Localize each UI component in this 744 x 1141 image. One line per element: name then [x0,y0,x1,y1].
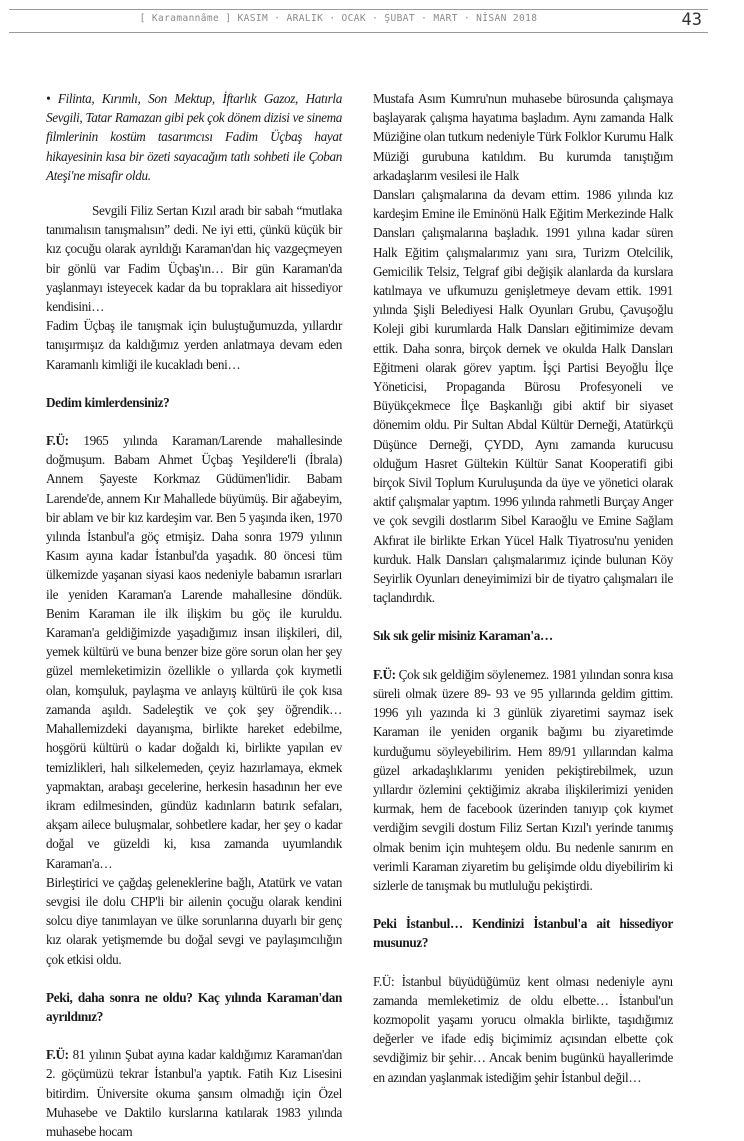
article-intro: • Filinta, Kırımlı, Son Mektup, İftarlık Gazoz, Hatırla Sevgili, Tatar Ramazan gibi pek çok dönem dizisi ve sinema filmlerinin kostüm tasarımcısı Fadim Üçbaş hayat hikayesinin kısa bir özeti sayacağım tatlı sohbeti ile Çoban Ateşi'ne misafir oldu. [46,91,342,183]
magazine-issue-title: [ Karamannâme ] KASIM · ARALIK · OCAK · ŞUBAT · MART · NİSAN 2018 [139,13,538,24]
speaker-label: F.Ü: [373,666,396,682]
answer-text: 1965 yılında Karaman/Larende mahallesinde doğmuşum. Babam Ahmet Üçbaş Yeşildere'li (İbrala) Annem Şayeste Korkmaz Güdümen'lidir. Babam Larende'de, annem Kır Mahallede büyümüş. Bir ağabeyim, bir ablam ve bir kız kardeşim var. Ben 5 yaşında iken, 1970 yılında İstanbul'a göç etmişiz. Daha sonra 1979 yılının Kasım ayına kadar İstanbul'da yaşadık. 80 öncesi tüm ülkemizde yaşanan siyasi kaos nedeniyle babamın ısrarları ile yeniden Karaman'a Larende mahallesine döndük. Benim Karaman ile ilk ilişkim bu göç ile kuruldu. Karaman'a geldiğimizde yaşadığımız insan ilişkileri, dil, yemek kültürü ve buna benzer bize göre sorun olan her şey güzel memleketimizin özellikle o yıllarda çok kıymetli olan, komşuluk, paylaşma ve anlayış kültürü ile çok kısa zamanda aşıldı. Sadeleştik ve çok şey öğrendik… Mahallemizdeki dayanışma, birlikte hareket edebilme, hoşgörü kültürü o kadar doğaldı ki, birlikte yapılan ev temizlikleri, halı silkelemeden, çeyiz hazırlamaya, ekmek yapmaktan, arabaşı gecelerine, herkesin hasadının her eve ikram edilmesinden, gündüz kadınların batırık sefaları, akşam ailece buluşmalar, sohbetlere kadar, her şey o kadar doğal ve güzeldi ki, kısa zamanda uyumlandık Karaman'a… [46,433,342,871]
paragraph: Dansları çalışmalarına da devam ettim. 1986 yılında kız kardeşim Emine ile Eminönü Halk Eğitim Merkezinde Halk Dansları çalışmalarına başladık. 1991 yılına kadar süren Halk Eğitim çalışmalarımız yanı sıra, Turizm Otelcilik, Gemicilik Telsiz, Telgraf gibi değişik alanlarda da kurslara katılmaya ve ufkumuzu genişletmeye devam ettik. 1991 yılında Şişli Belediyesi Halk Oyunları Grubu, Çavuşoğlu Koleji gibi kurumlarda Halk Dansları eğitimimize devam ettik. Daha sonra, birçok dernek ve okulda Halk Dansları Eğitmeni olarak görev yaptım. İşçi Partisi Beyoğlu İlçe Yöneticisi, Propaganda Bürosu Profesyoneli ve Büyükçekmece İlçe Başkanlığı gibi aktif bir siyaset dönemim oldu. Pir Sultan Abdal Kültür Derneği, Atatürkçü Düşünce Derneği, ÇYDD, Aynı zamanda kurucusu olduğum Hasret Gültekin Kültür Sanat Kooperatifi gibi birçok Sivil Toplum Kuruluşunda da üye ve yönetici olarak aktif çalışmalar yaptım. 1996 yılında rahmetli Burçay Anger ve çok sevgili dostlarım Sibel Karaoğlu ve Emine Sağlam Akfırat ile birlikte Erkan Yücel Halk Tiyatrosu'nu yeniden kurduk. Halk Dansları çalışmalarımız içinde bulunan Köy Seyirlik Oyunları deneyimimizi bir de tiyatro çalışmaları ile taçlandırdık. [373,187,673,606]
interview-question: Peki İstanbul… Kendinizi İstanbul'a ait hissediyor musunuz? [373,916,673,951]
page-header [9,9,708,33]
answer-text: İstanbul büyüdüğümüz kent olması nedeniyle aynı zamanda memleketimiz de oldu elbette… İstanbul'un kozmopolit yaşamı yorucu olmakla birlikte, taşıdığımız değerler ve ifade ediş biçimimiz açısından elbette çok sevdiğimiz bir şehir… Ancak benim bugünkü hayallerimde en azından yaşlanmak istediğim şehir İstanbul değil… [373,973,673,1085]
paragraph: Sevgili Filiz Sertan Kızıl aradı bir sabah “mutlaka tanımalısın tanışmalısın” dedi. Ne iyi etti, çünkü küçük bir kız çocuğu olarak ayrıldığı Karaman'dan hiç vazgeçmeyen bir gönlü var Fadim Üçbaş'ın… Bir gün Karaman'da yaşlanmayı isteyecek kadar da bu topraklara ait hissediyor kendisini… [46,203,342,315]
speaker-label: F.Ü: [46,1047,69,1063]
right-column [373,89,673,1087]
page-number: 43 [681,10,702,30]
speaker-label: F.Ü: [373,973,395,989]
interview-answer [46,1045,342,1141]
interview-question: Peki, daha sonra ne oldu? Kaç yılında Karaman'dan ayrıldınız? [46,989,342,1024]
answer-text: 81 yılının Şubat ayına kadar kaldığımız Karaman'dan 2. göçümüzü tekrar İstanbul'a yaptık. Fatih Kız Lisesini bitirdim. Üniversite okuma şansım olmadığı için Özel Muhasebe ve Daktilo kurslarına katılarak 1983 yılında muhasebe hocam [46,1047,342,1139]
answer-text: Çok sık geldiğim söylenemez. 1981 yılından sonra kısa süreli olmak üzere 89- 93 ve 95 yıllarında geldim gittim. 1996 yılı yazında ki 3 günlük ziyaretimi saymaz isek Karaman ile yeniden organik bağımı bu ziyaretimde kurduğumu söyleyebilirim. Hem 89/91 yıllarından kalma güzel arkadaşlıklarımı yeniden pekiştirebilmek, uzun yıllardır özlemini çektiğimiz akraba ilişkilerimizi yeniden kurmak, hem de facebook üzerinden tanıyıp çok kıymet verdiğim sevgili dostum Filiz Sertan Kızıl'ı yerinde tanımış olmak benim için muhteşem oldu. Bu nedenle sanırım en verimli Karaman ziyaretim bu gelişimde oldu diyebilirim ki sizlerle de tanışmak bu mutluluğu pekiştirdi. [373,666,673,893]
left-column [46,89,342,1141]
paragraph: Mustafa Asım Kumru'nun muhasebe bürosunda çalışmaya başlayarak çalışma hayatıma başladım. Aynı zamanda Halk Müziğine olan tutkum nedeniyle Türk Folklor Kurumu Halk Müziği gurubuna katıldım. Bu kurumda tanıştığım arkadaşlarım vesilesi ile Halk [373,91,673,183]
speaker-label: F.Ü: [46,433,69,449]
paragraph: Birleştirici ve çağdaş geleneklerine bağlı, Atatürk ve vatan sevgisi ile dolu CHP'li bir ailenin çocuğu olarak kendini solcu diye tanımlayan ve ülke sorunlarına duyarlı bir genç kız olarak yetişmemde bu doğal sevgi ve paylaşımcılığın çok etkisi oldu. [46,874,342,967]
paragraph: Fadim Üçbaş ile tanışmak için buluştuğumuzda, yıllardır tanışırmışız da kaldığımız yerden anlatmaya devam eden Karamanlı kimliği ile kucakladı beni… [46,318,342,372]
interview-answer [373,972,673,1087]
interview-question: Dedim kimlerdensiniz? [46,394,170,410]
interview-answer [46,431,342,873]
interview-question: Sık sık gelir misiniz Karaman'a… [373,628,553,644]
interview-answer [373,665,673,895]
